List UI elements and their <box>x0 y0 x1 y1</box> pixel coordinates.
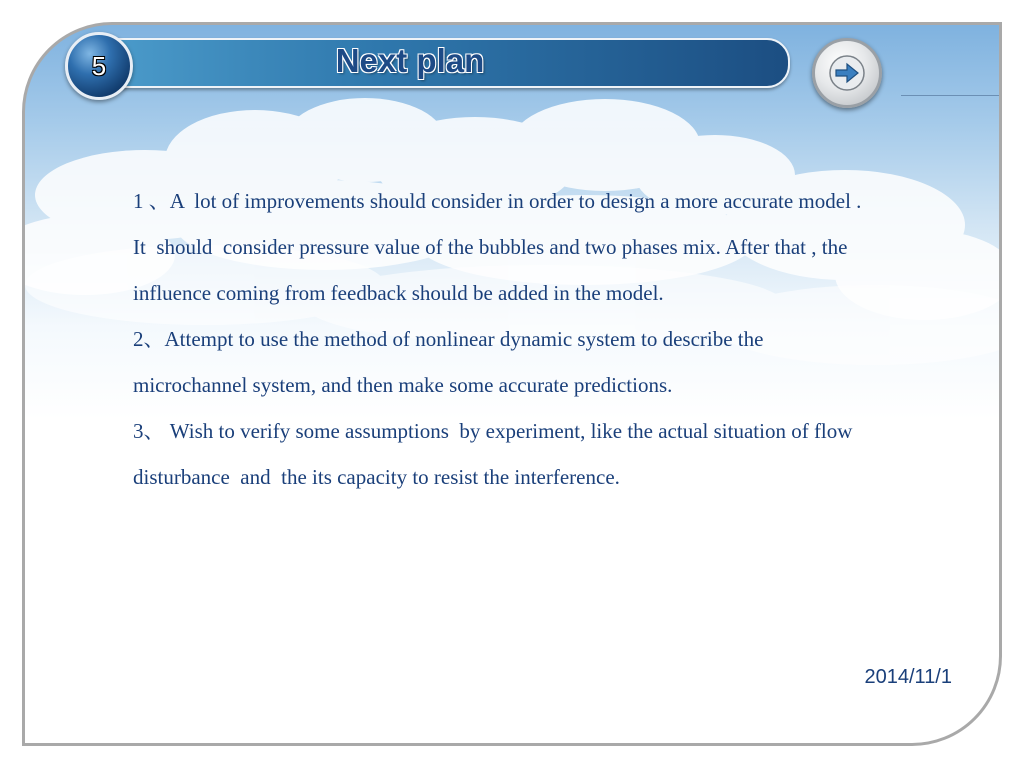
arrow-right-icon <box>823 49 871 97</box>
next-button[interactable] <box>812 38 882 108</box>
paragraph-1: 1 、A lot of improvements should consider in order to design a more accurate model . It should consider pressure value of the bubbles and two phases mix. After that , the influence coming from feedback should be added in the model. <box>133 189 867 305</box>
slide-title: Next plan <box>335 42 485 79</box>
decorative-line <box>901 95 1001 96</box>
slide-date: 2014/11/1 <box>864 666 952 688</box>
slide-number: 5 <box>91 51 107 81</box>
slide-content <box>133 178 873 500</box>
paragraph-2: 2、Attempt to use the method of nonlinear dynamic system to describe the microchannel system, and then make some accurate predictions. <box>133 327 769 397</box>
paragraph-3: 3、 Wish to verify some assumptions by experiment, like the actual situation of flow disturbance and the its capacity to resist the interference. <box>133 419 858 489</box>
